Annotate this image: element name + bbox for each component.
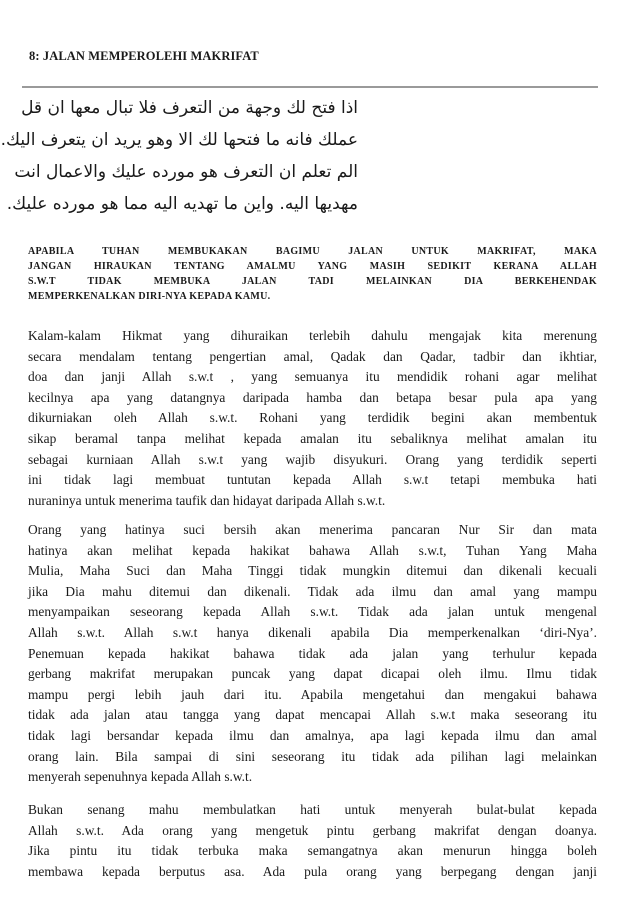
arabic-line: الم تعلم ان التعرف هو مورده عليك والاعمال انت bbox=[14, 162, 358, 182]
paragraph-line: mampu pergi lebih jauh dari itu. Apabila mengetahui dan mengakui bahawa bbox=[28, 686, 597, 702]
paragraph-line: doa dan janji Allah s.w.t , yang semuanya itu mendidik rohani agar melihat bbox=[28, 369, 597, 385]
paragraph-line: Kalam-kalam Hikmat yang dihuraikan terlebih dahulu mengajak kita merenung bbox=[28, 328, 597, 343]
paragraph-line: Allah s.w.t. Ada orang yang mengetuk pintu gerbang makrifat dengan doanya. bbox=[28, 822, 597, 838]
paragraph-line: orang lain. Bila sampai di sini seseorang itu tidak ada pilihan lagi melainkan bbox=[28, 748, 597, 764]
divider bbox=[22, 86, 598, 88]
summary-line: APABILA TUHAN MEMBUKAKAN BAGIMU JALAN UNTUK MAKRIFAT, MAKA bbox=[28, 246, 597, 257]
paragraph-line: membawa kepada berputus asa. Ada pula orang yang berpegang dengan janji bbox=[28, 863, 597, 879]
paragraph-line: menyerah sepenuhnya kepada Allah s.w.t. bbox=[28, 769, 253, 785]
paragraph-line: Allah s.w.t. Allah s.w.t hanya dikenali apabila Dia memperkenalkan ‘diri-Nya’. bbox=[28, 624, 597, 640]
arabic-line: اذا فتح لك وجهة من التعرف فلا تبال معها ان قل bbox=[21, 98, 358, 118]
paragraph-line: ini tidak lagi membuat tuntutan kepada Allah s.w.t tetapi membuka hati bbox=[28, 472, 597, 488]
translation-summary bbox=[28, 244, 597, 304]
body-paragraph bbox=[28, 326, 597, 511]
summary-line: S.W.T TIDAK MEMBUKA JALAN TADI MELAINKAN DIA BERKEHENDAK bbox=[28, 276, 597, 287]
paragraph-line: jika Dia mahu ditemui dan dikenali. Tidak ada ilmu dan amal yang mampu bbox=[28, 583, 597, 599]
summary-line: JANGAN HIRAUKAN TENTANG AMALMU YANG MASIH SEDIKIT KERANA ALLAH bbox=[28, 261, 597, 272]
paragraph-line: secara mendalam tentang pengertian amal, Qadak dan Qadar, tadbir dan ikhtiar, bbox=[28, 348, 597, 364]
paragraph-line: Jika pintu itu tidak terbuka maka semangatnya akan menurun hingga boleh bbox=[28, 843, 597, 859]
arabic-line: مهديها اليه. واين ما تهديه اليه مما هو مورده عليك. bbox=[6, 194, 358, 214]
summary-line: MEMPERKENALKAN DIRI-NYA KEPADA KAMU. bbox=[28, 291, 271, 302]
paragraph-line: sebagai kurniaan Allah s.w.t yang wajib disyukuri. Orang yang terdidik seperti bbox=[28, 451, 597, 467]
paragraph-line: Orang yang hatinya suci bersih akan menerima pancaran Nur Sir dan mata bbox=[28, 522, 597, 537]
paragraph-line: sikap beramal tanpa melihat kepada amalan itu sebaliknya melihat amalan itu bbox=[28, 430, 597, 446]
paragraph-line: nuraninya untuk menerima taufik dan hidayat daripada Allah s.w.t. bbox=[28, 492, 386, 508]
body-paragraph bbox=[28, 520, 597, 788]
chapter-title: 8: JALAN MEMPEROLEHI MAKRIFAT bbox=[29, 49, 259, 63]
body-paragraph bbox=[28, 800, 597, 882]
paragraph-line: tidak ada jalan atau tangga yang dapat mencapai Allah s.w.t maka seseorang itu bbox=[28, 707, 597, 723]
paragraph-line: Mulia, Maha Suci dan Maha Tinggi tidak mungkin ditemui dan dikenali kecuali bbox=[28, 563, 597, 579]
paragraph-line: tidak lagi bersandar kepada ilmu dan amalnya, apa lagi kepada ilmu dan amal bbox=[28, 727, 597, 743]
paragraph-line: menyampaikan seseorang kepada Allah s.w.t. Tidak ada jalan untuk mengenal bbox=[28, 604, 597, 620]
paragraph-line: hatinya akan melihat kepada hakikat bahawa Allah s.w.t, Tuhan Yang Maha bbox=[28, 542, 597, 558]
paragraph-line: dikurniakan oleh Allah s.w.t. Rohani yang terdidik begini akan membentuk bbox=[28, 410, 597, 426]
paragraph-line: Bukan senang mahu membulatkan hati untuk menyerah bulat-bulat kepada bbox=[28, 802, 597, 817]
paragraph-line: kecilnya apa yang datangnya daripada hamba dan betapa besar pula apa yang bbox=[28, 389, 597, 405]
paragraph-line: Penemuan kepada hakikat bahawa tidak ada jalan yang terhulur kepada bbox=[28, 645, 597, 661]
arabic-quote bbox=[0, 92, 358, 220]
arabic-line: عملك فانه ما فتحها لك الا وهو يريد ان يتعرف اليك. bbox=[0, 130, 358, 150]
paragraph-line: gerbang makrifat merupakan puncak yang dapat dicapai oleh ilmu. Ilmu tidak bbox=[28, 666, 597, 682]
